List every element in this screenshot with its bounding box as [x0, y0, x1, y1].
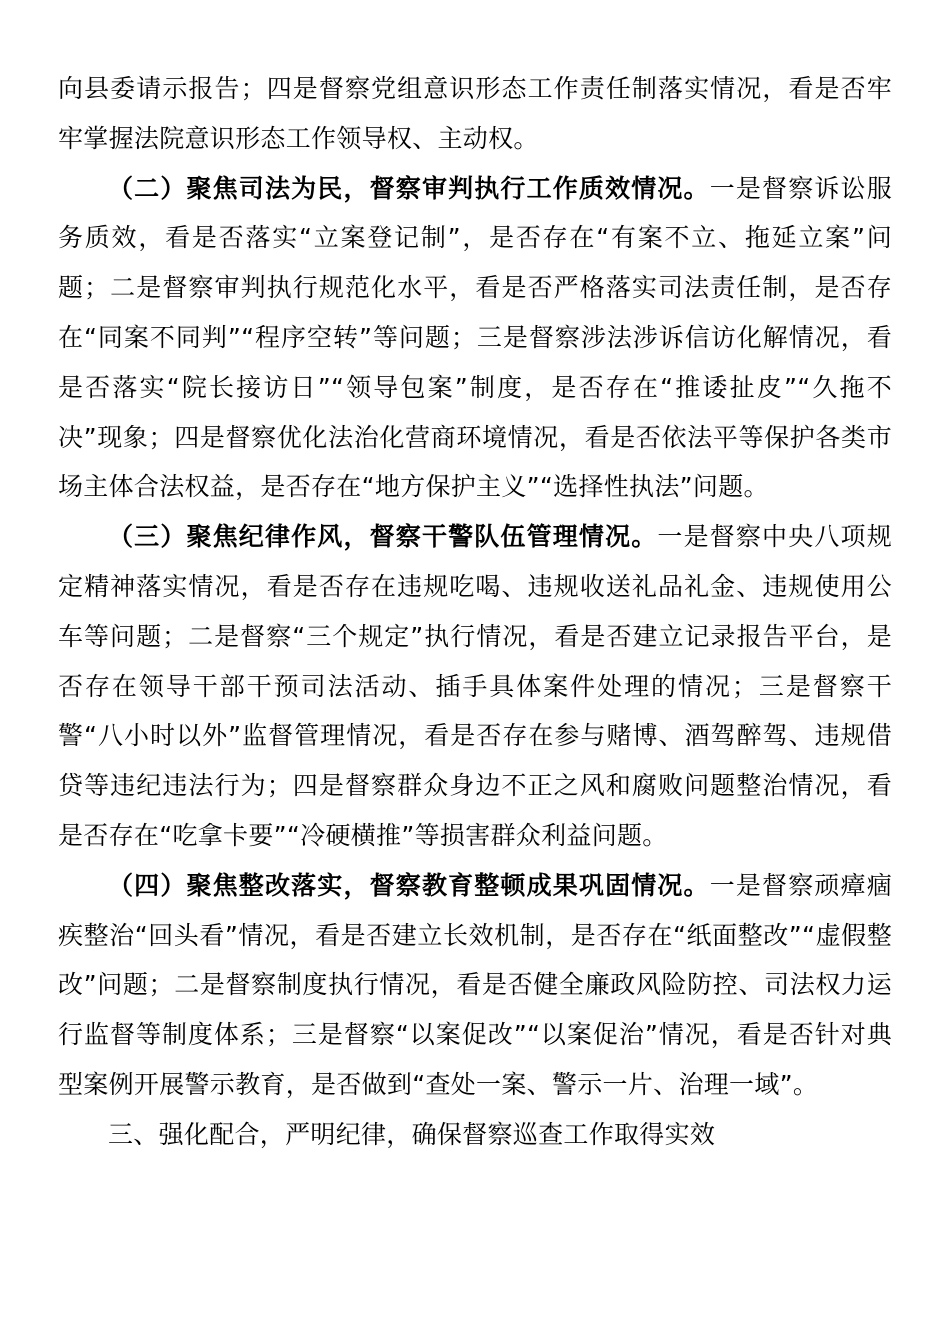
paragraph-heading: （二）聚焦司法为民，督察审判执行工作质效情况。: [108, 173, 710, 203]
paragraph-discipline: [58, 512, 892, 861]
paragraph-judicial-service: [58, 164, 892, 513]
paragraph-continuation: [58, 64, 892, 164]
section-title: 三、强化配合，严明纪律，确保督察巡查工作取得实效: [108, 1119, 716, 1149]
paragraph-text: 向县委请示报告；四是督察党组意识形态工作责任制落实情况，看是否牢牢掌握法院意识形态工作领导权、主动权。: [58, 74, 892, 153]
paragraph-text: 一是督察顽瘴痼疾整治“回头看”情况，看是否建立长效机制，是否存在“纸面整改”“虚假整改”问题；二是督察制度执行情况，看是否健全廉政风险防控、司法权力运行监督等制度体系；三是督察“以案促改”“以案促治”情况，看是否针对典型案例开展警示教育，是否做到“查处一案、警示一片、治理一域”。: [58, 870, 892, 1099]
paragraph-rectification: [58, 861, 892, 1110]
paragraph-heading: （三）聚焦纪律作风，督察干警队伍管理情况。: [108, 522, 658, 552]
document-page: [58, 64, 892, 1160]
paragraph-text: 一是督察中央八项规定精神落实情况，看是否存在违规吃喝、违规收送礼品礼金、违规使用公车等问题；二是督察“三个规定”执行情况，看是否建立记录报告平台，是否存在领导干部干预司法活动、插手具体案件处理的情况；三是督察干警“八小时以外”监督管理情况，看是否存在参与赌博、酒驾醉驾、违规借贷等违纪违法行为；四是督察群众身边不正之风和腐败问题整治情况，看是否存在“吃拿卡要”“冷硬横推”等损害群众利益问题。: [58, 522, 892, 850]
paragraph-heading: （四）聚焦整改落实，督察教育整顿成果巩固情况。: [108, 870, 710, 900]
paragraph-text: 一是督察诉讼服务质效，看是否落实“立案登记制”，是否存在“有案不立、拖延立案”问题；二是督察审判执行规范化水平，看是否严格落实司法责任制，是否存在“同案不同判”“程序空转”等问题；三是督察涉法涉诉信访化解情况，看是否落实“院长接访日”“领导包案”制度，是否存在“推诿扯皮”“久拖不决”现象；四是督察优化法治化营商环境情况，看是否依法平等保护各类市场主体合法权益，是否存在“地方保护主义”“选择性执法”问题。: [58, 173, 892, 502]
